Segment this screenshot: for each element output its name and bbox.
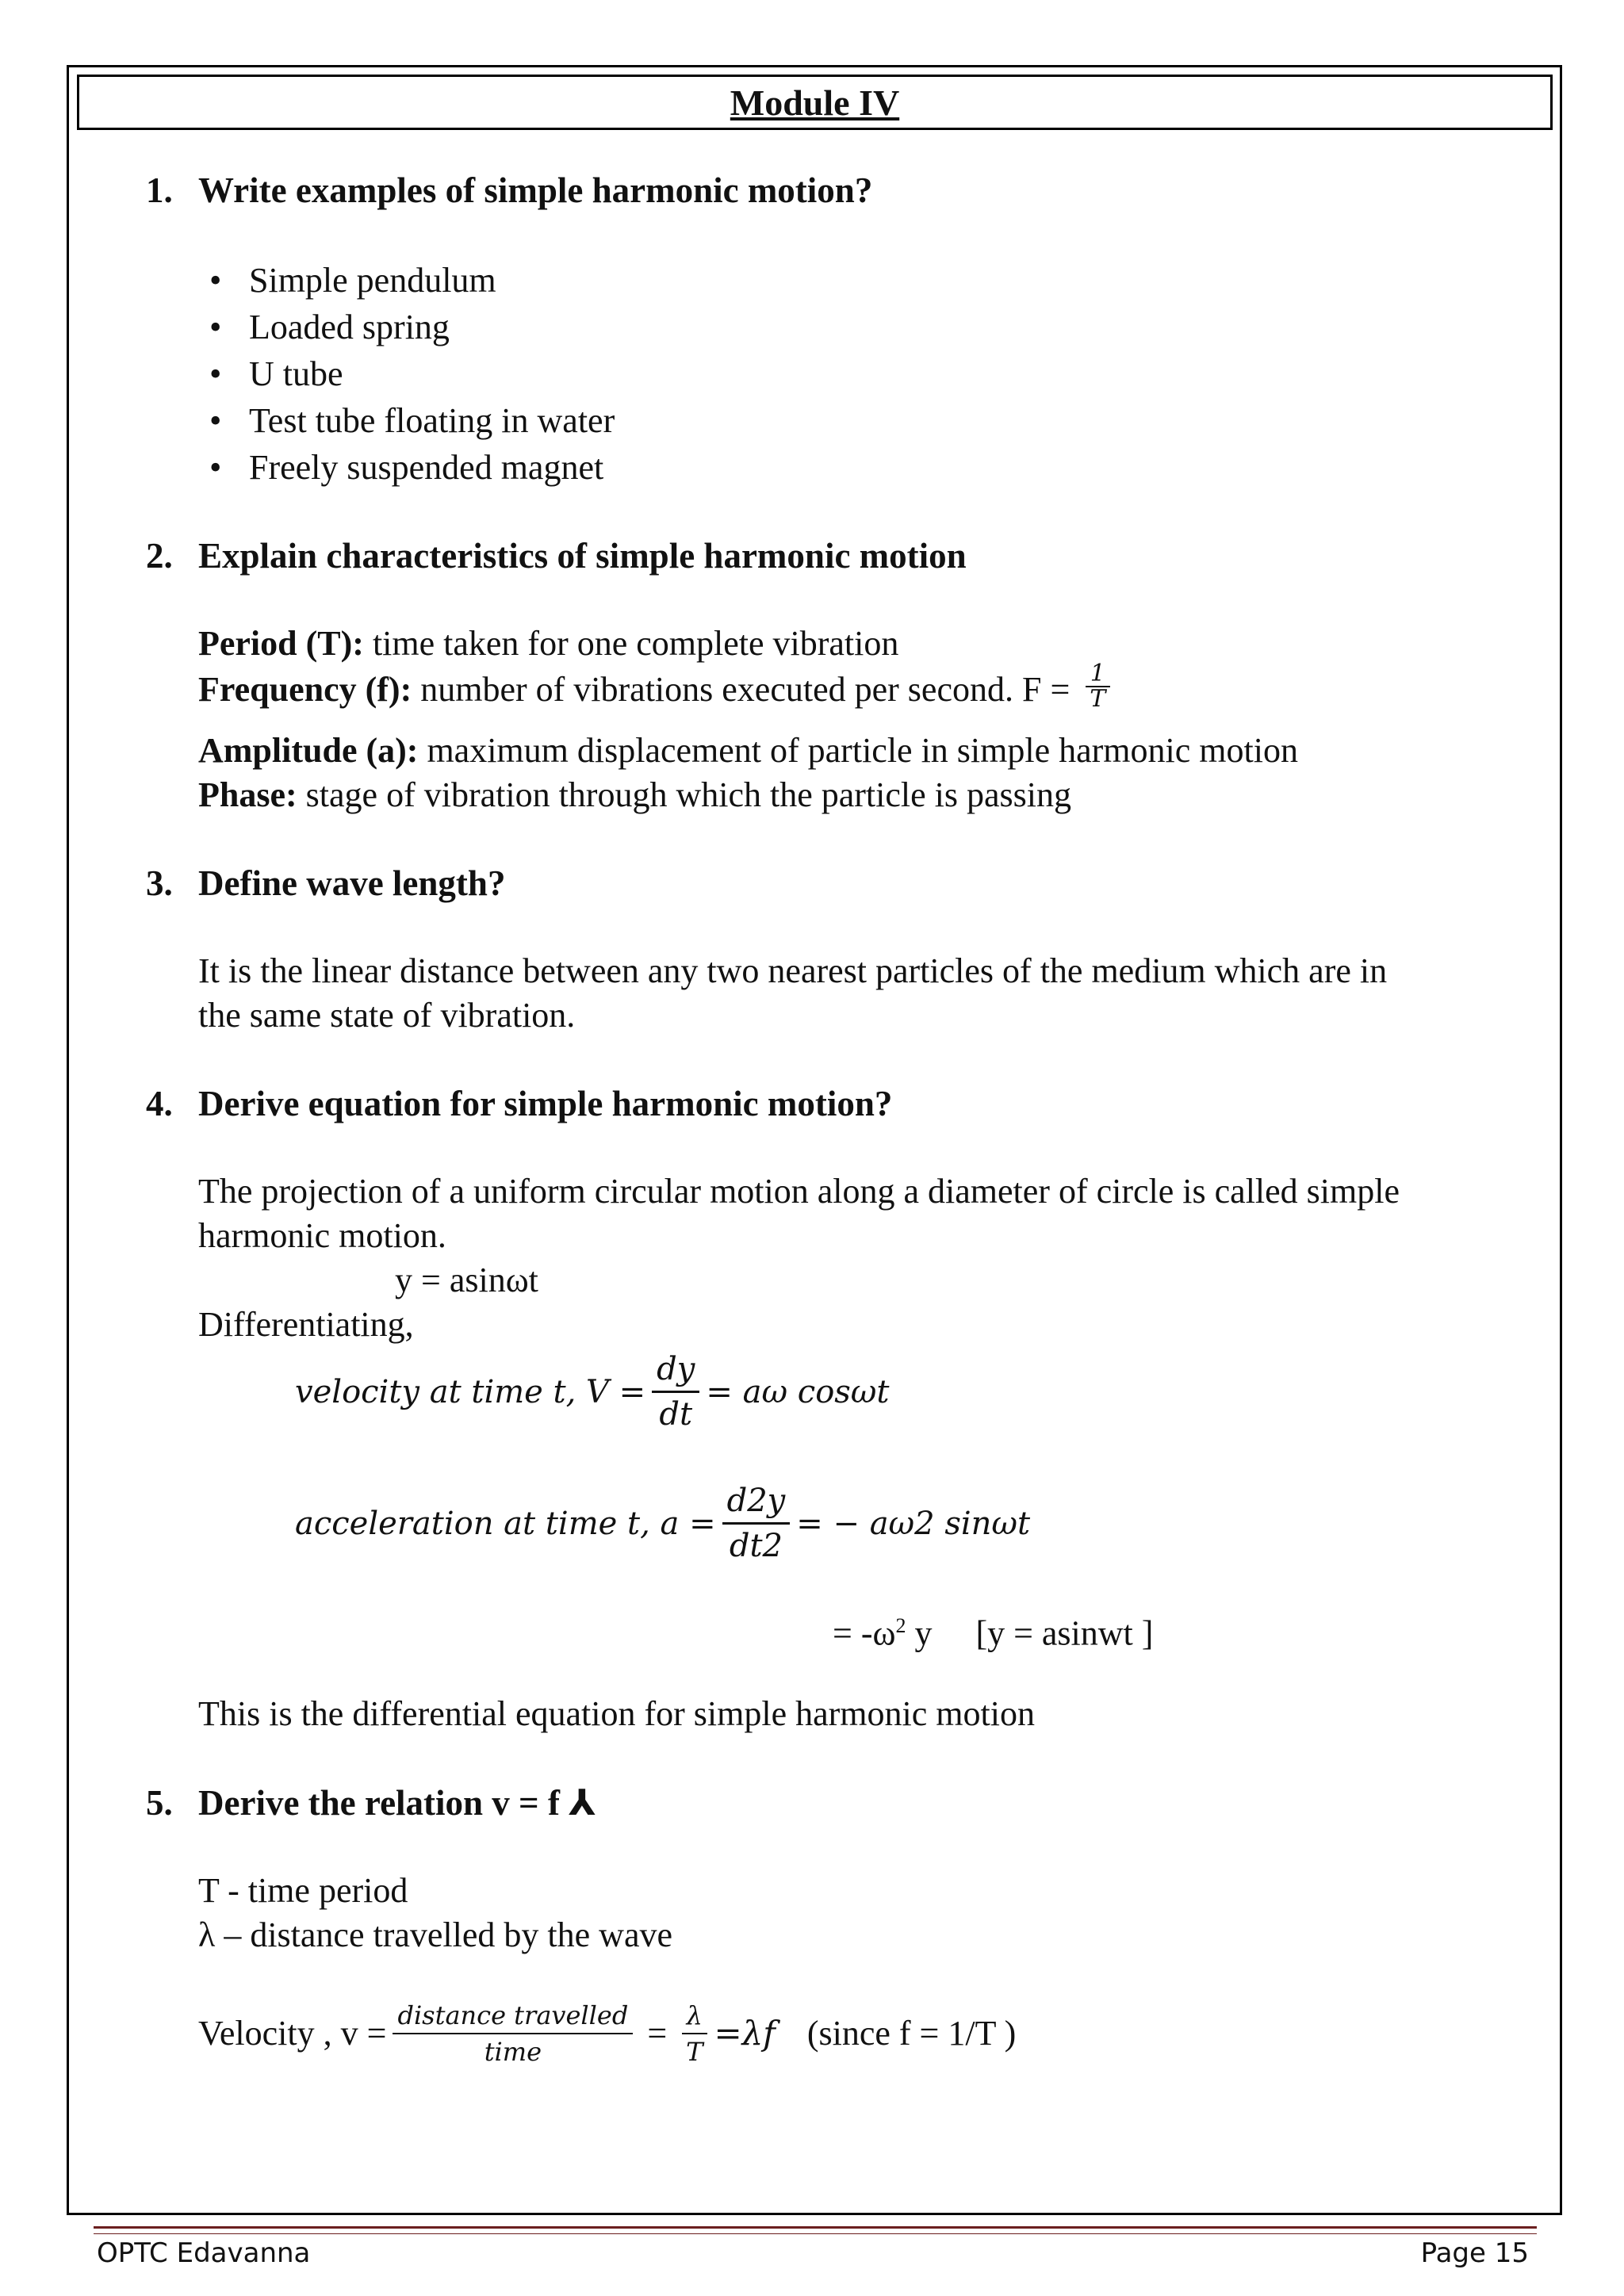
question-number: 3. (146, 863, 173, 903)
distance-time-fraction (393, 1998, 633, 2069)
equation-velocity (295, 1348, 890, 1436)
definition-time-period: T - time period (198, 1871, 408, 1910)
definition-wavelength: λ – distance travelled by the wave (198, 1915, 672, 1954)
question-text: Derive equation for simple harmonic motion? (198, 1084, 893, 1123)
equals-sign: = (647, 2014, 668, 2053)
acceleration-lhs: acceleration at time t, a = (295, 1505, 716, 1542)
footer-left: OPTC Edavanna (97, 2237, 311, 2269)
differentiating-label: Differentiating, (198, 1305, 414, 1344)
equation-acceleration (295, 1479, 1030, 1567)
fraction-denominator: T (686, 2037, 703, 2067)
frequency-label: Frequency (f): (198, 670, 412, 709)
question-number: 1. (146, 170, 173, 210)
phase-definition (198, 773, 1071, 817)
frequency-fraction (1085, 659, 1110, 713)
period-definition (198, 622, 898, 666)
list-item: • Simple pendulum (249, 258, 496, 303)
question-text: Write examples of simple harmonic motion? (198, 170, 873, 210)
fraction-numerator: distance travelled (393, 1998, 633, 2034)
equation-result (833, 1604, 1153, 1656)
answer-text: harmonic motion. (198, 1216, 446, 1255)
question-number: 5. (146, 1783, 173, 1823)
fraction-numerator: d2y (722, 1479, 791, 1525)
answer-text: the same state of vibration. (198, 996, 576, 1035)
conclusion-text: This is the differential equation for simple harmonic motion (198, 1694, 1035, 1733)
frequency-definition (198, 659, 1116, 713)
amplitude-definition (198, 729, 1298, 773)
lambda-period-fraction (681, 1998, 707, 2069)
page-number: Page 15 (1420, 2237, 1529, 2269)
period-text: time taken for one complete vibration (363, 624, 899, 663)
question-text: Explain characteristics of simple harmonic motion (198, 536, 967, 576)
phase-label: Phase: (198, 775, 297, 814)
velocity-lhs: velocity at time t, V = (295, 1373, 646, 1410)
fraction-numerator: λ (682, 1998, 707, 2034)
equation-result-b: y [y = asinwt ] (906, 1613, 1154, 1653)
list-item: • Test tube floating in water (249, 399, 615, 443)
equation-result-a: = -ω (833, 1613, 896, 1653)
fraction-numerator: 1 (1086, 662, 1110, 687)
fraction-numerator: dy (652, 1348, 699, 1393)
question-number: 2. (146, 536, 173, 576)
period-label: Period (T): (198, 624, 364, 663)
velocity-relation (198, 1998, 1016, 2069)
amplitude-text: maximum displacement of particle in simple harmonic motion (418, 731, 1298, 770)
fraction-denominator: dt (659, 1396, 693, 1433)
footer-rule (94, 2226, 1537, 2234)
acceleration-fraction (722, 1479, 791, 1567)
list-item: • Loaded spring (249, 305, 450, 350)
velocity-note: (since f = 1/T ) (806, 2014, 1017, 2053)
answer-text: It is the linear distance between any two nearest particles of the medium which are in (198, 951, 1388, 990)
question-number: 4. (146, 1084, 173, 1123)
velocity-rhs: = aω cosωt (706, 1373, 890, 1410)
fraction-denominator: time (484, 2037, 542, 2067)
fraction-denominator: T (1090, 684, 1106, 713)
answer-text: The projection of a uniform circular motion along a diameter of circle is called simple (198, 1172, 1400, 1211)
amplitude-label: Amplitude (a): (198, 731, 419, 770)
fraction-denominator: dt2 (729, 1528, 783, 1564)
frequency-text: number of vibrations executed per second. F = (412, 670, 1071, 709)
question-text: Derive the relation v = f ⅄ (198, 1783, 596, 1823)
list-item: • Freely suspended magnet (249, 446, 603, 490)
acceleration-rhs: = − aω2 sinωt (796, 1505, 1031, 1542)
equation-displacement: y = asinωt (395, 1261, 538, 1299)
velocity-label: Velocity , v = (198, 2014, 387, 2053)
velocity-fraction (652, 1348, 699, 1436)
superscript: 2 (895, 1614, 906, 1637)
module-title-box (77, 75, 1553, 130)
velocity-result: =λf (714, 2014, 776, 2053)
question-text: Define wave length? (198, 863, 506, 903)
module-title: Module IV (730, 82, 900, 123)
list-item: • U tube (249, 352, 343, 396)
phase-text: stage of vibration through which the particle is passing (297, 775, 1071, 814)
